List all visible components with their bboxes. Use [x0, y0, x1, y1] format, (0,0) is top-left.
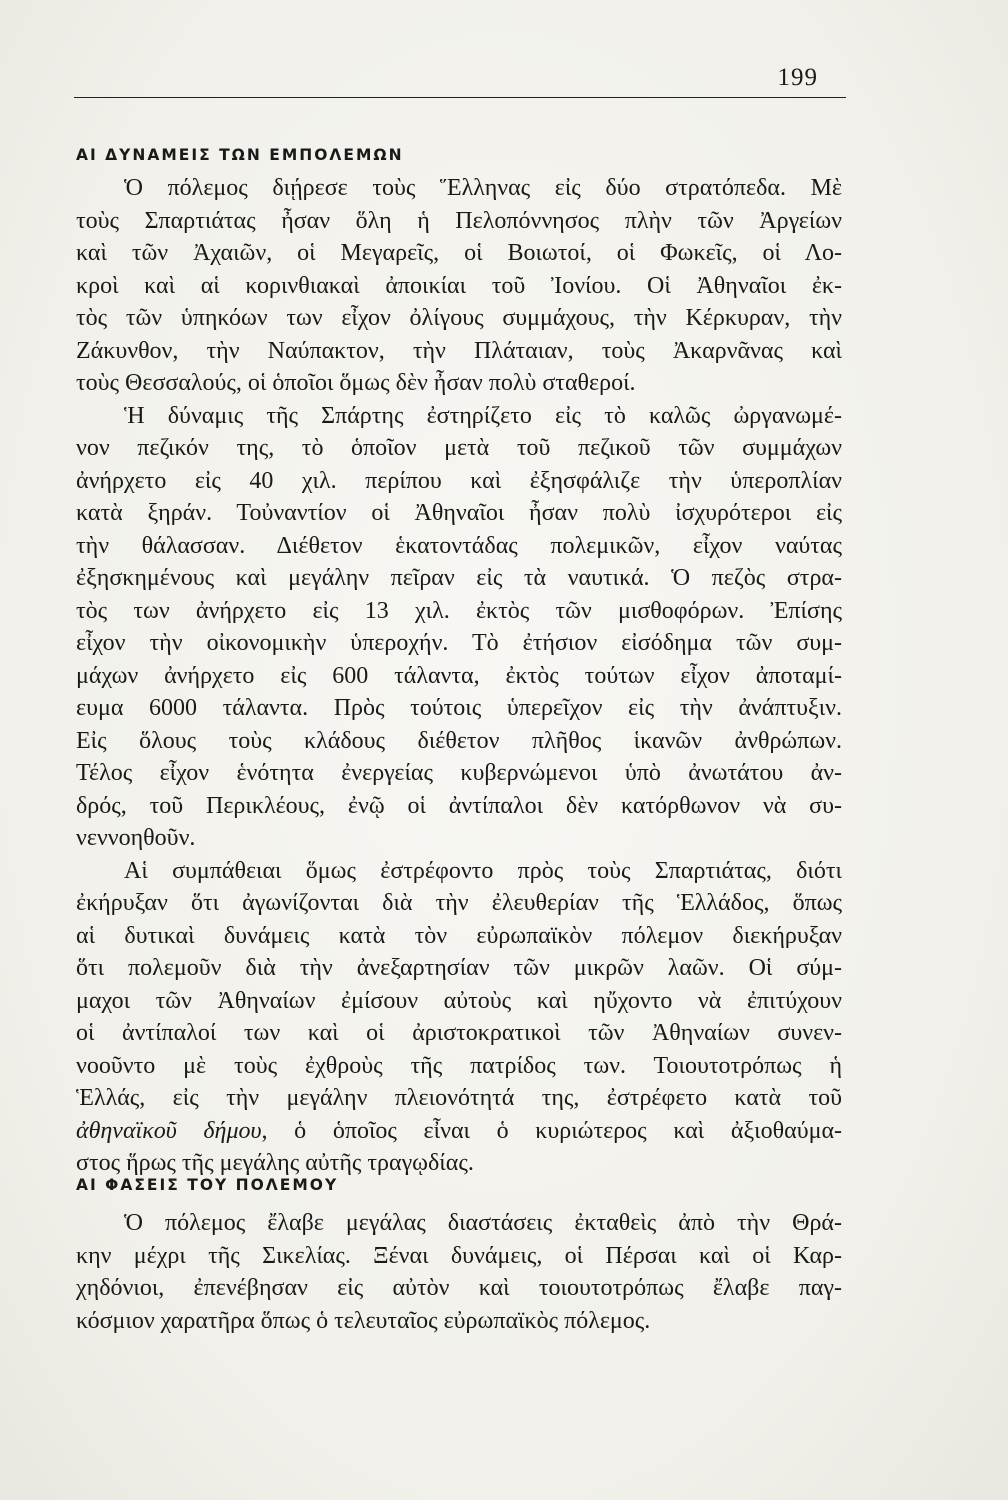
- text-line: Εἰς ὅλους τοὺς κλάδους διέθετον πλῆθος ἱκανῶν ἀνθρώπων.: [76, 727, 842, 754]
- page-number: 199: [777, 64, 818, 91]
- section-heading-phases: ΑΙ ΦΑΣΕΙΣ ΤΟΥ ΠΟΛΕΜΟΥ: [76, 1176, 339, 1194]
- italic-line-rest: , ὁ ὁποῖος εἶναι ὁ κυριώτερος καὶ ἀξιοθαύμα-: [261, 1117, 843, 1144]
- text-line-with-italic: [76, 1115, 842, 1148]
- text-line: νον πεζικόν της, τὸ ὁποῖον μετὰ τοῦ πεζικοῦ τῶν συμμάχων: [76, 435, 842, 461]
- text-line: οἱ ἀντίπαλοί των καὶ οἱ ἀριστοκρατικοὶ τῶν Ἀθηναίων συνεν-: [76, 1020, 842, 1046]
- text-line: ἐκήρυξαν ὅτι ἀγωνίζονται διὰ τὴν ἐλευθερίαν τῆς Ἑλλάδος, ὅπως: [76, 890, 842, 916]
- text-line: στος ἥρως τῆς μεγάλης αὐτῆς τραγῳδίας.: [76, 1150, 474, 1176]
- section-heading-forces: ΑΙ ΔΥΝΑΜΕΙΣ ΤΩΝ ΕΜΠΟΛΕΜΩΝ: [76, 146, 404, 164]
- text-line: μαχοι τῶν Ἀθηναίων ἐμίσουν αὐτοὺς καὶ ηὔχοντο νὰ ἐπιτύχουν: [76, 987, 842, 1014]
- text-line: τοὺς Θεσσαλούς, οἱ ὁποῖοι ὅμως δὲν ἦσαν πολὺ σταθεροί.: [76, 370, 636, 396]
- text-line: τὴν θάλασσαν. Διέθετον ἑκατοντάδας πολεμικῶν, εἶχον ναύτας: [76, 532, 842, 559]
- text-line: ευμα 6000 τάλαντα. Πρὸς τούτοις ὑπερεῖχον εἰς τὴν ἀνάπτυξιν.: [76, 695, 842, 721]
- text-line: Ὁ πόλεμος ἔλαβε μεγάλας διαστάσεις ἐκταθεὶς ἀπὸ τὴν Θρά-: [124, 1210, 842, 1236]
- text-line: ὅτι πολεμοῦν διὰ τὴν ἀνεξαρτησίαν τῶν μικρῶν λαῶν. Οἱ σύμ-: [76, 955, 842, 981]
- text-line: Αἱ συμπάθειαι ὅμως ἐστρέφοντο πρὸς τοὺς Σπαρτιάτας, διότι: [124, 857, 842, 884]
- section-phases-body: [76, 1207, 842, 1337]
- text-line: αἱ δυτικαὶ δυνάμεις κατὰ τὸν εὐρωπαϊκὸν πόλεμον διεκήρυξαν: [76, 922, 842, 949]
- text-line: κροὶ καὶ αἱ κορινθιακαὶ ἀποικίαι τοῦ Ἰονίου. Οἱ Ἀθηναῖοι ἐκ-: [76, 272, 842, 299]
- text-line: νεννοηθοῦν.: [76, 825, 196, 851]
- header-rule: [74, 97, 846, 98]
- text-line: Τέλος εἶχον ἑνότητα ἐνεργείας κυβερνώμενοι ὑπὸ ἀνωτάτου ἀν-: [76, 760, 842, 786]
- text-line: κόσμιον χαρατῆρα ὅπως ὁ τελευταῖος εὐρωπαϊκὸς πόλεμος.: [76, 1307, 651, 1334]
- text-line: καὶ τῶν Ἀχαιῶν, οἱ Μεγαρεῖς, οἱ Βοιωτοί, οἱ Φωκεῖς, οἱ Λο-: [76, 240, 842, 266]
- text-line: τὸς των ἀνήρχετο εἰς 13 χιλ. ἐκτὸς τῶν μισθοφόρων. Ἐπίσης: [76, 597, 842, 624]
- text-line: δρός, τοῦ Περικλέους, ἐνῷ οἱ ἀντίπαλοι δὲν κατόρθωνον νὰ συ-: [76, 792, 842, 819]
- text-line: τοὺς Σπαρτιάτας ἦσαν ὅλη ἡ Πελοπόννησος πλὴν τῶν Ἀργείων: [76, 207, 842, 234]
- text-line: ἐξησκημένους καὶ μεγάλην πεῖραν εἰς τὰ ναυτικά. Ὁ πεζὸς στρα-: [76, 565, 842, 591]
- italic-phrase: ἀθηναϊκοῦ δήμου: [76, 1117, 262, 1144]
- text-line: Ζάκυνθον, τὴν Ναύπακτον, τὴν Πλάταιαν, τοὺς Ἀκαρνᾶνας καὶ: [76, 337, 842, 364]
- text-line: Ὁ πόλεμος διῄρεσε τοὺς Ἕλληνας εἰς δύο στρατόπεδα. Μὲ: [124, 175, 842, 201]
- text-line: κην μέχρι τῆς Σικελίας. Ξέναι δυνάμεις, οἱ Πέρσαι καὶ οἱ Καρ-: [76, 1242, 842, 1269]
- text-line: κατὰ ξηράν. Τοὐναντίον οἱ Ἀθηναῖοι ἦσαν πολὺ ἰσχυρότεροι εἰς: [76, 500, 842, 526]
- text-line: νοοῦντο μὲ τοὺς ἐχθροὺς τῆς πατρίδος των. Τοιουτοτρόπως ἡ: [76, 1052, 842, 1079]
- text-line: Ἡ δύναμις τῆς Σπάρτης ἐστηρίζετο εἰς τὸ καλῶς ὠργανωμέ-: [124, 402, 842, 429]
- section-forces-body: [76, 172, 842, 1180]
- text-line: Ἑλλάς, εἰς τὴν μεγάλην πλειονότητά της, ἐστρέφετο κατὰ τοῦ: [76, 1085, 842, 1111]
- text-line: εἶχον τὴν οἰκονομικὴν ὑπεροχήν. Τὸ ἐτήσιον εἰσόδημα τῶν συμ-: [76, 630, 842, 656]
- text-line: χηδόνιοι, ἐπενέβησαν εἰς αὐτὸν καὶ τοιουτοτρόπως ἔλαβε παγ-: [76, 1275, 842, 1301]
- text-line: τὸς τῶν ὑπηκόων των εἶχον ὀλίγους συμμάχους, τὴν Κέρκυραν, τὴν: [76, 305, 842, 331]
- text-line: ἀνήρχετο εἰς 40 χιλ. περίπου καὶ ἐξησφάλιζε τὴν ὑπεροπλίαν: [76, 467, 842, 494]
- text-line: μάχων ἀνήρχετο εἰς 600 τάλαντα, ἐκτὸς τούτων εἶχον ἀποταμί-: [76, 662, 842, 689]
